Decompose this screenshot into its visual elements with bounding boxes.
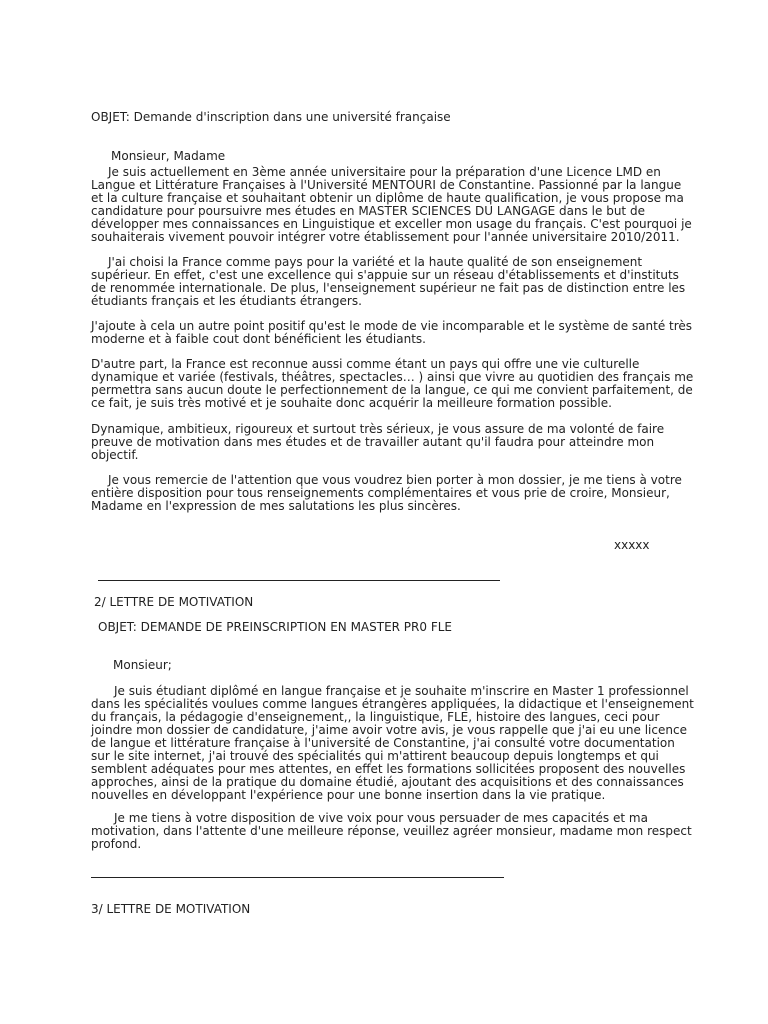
letter1-p1-line1: Je suis actuellement en 3ème année universitaire pour la préparation d'une Licence LMD en	[108, 165, 661, 179]
letter2-p2-line2: motivation, dans l'attente d'une meilleure réponse, veuillez agréer monsieur, madame mon respect	[91, 824, 692, 838]
letter1-p2-line1: J'ai choisi la France comme pays pour la variété et la haute qualité de son enseignement	[108, 255, 643, 269]
letter1-p4-line4: ce fait, je suis très motivé et je souhaite donc acquérir la meilleure formation possible.	[91, 396, 612, 410]
letter2-salutation: Monsieur;	[113, 658, 172, 672]
letter2-p1-line2: dans les spécialités voulues comme langues étrangères appliquées, la didactique et l'enseignement	[91, 697, 694, 711]
letter1-p5-line3: objectif.	[91, 448, 139, 462]
letter1-p3-line1: J'ajoute à cela un autre point positif qu'est le mode de vie incomparable et le système de santé très	[91, 319, 693, 333]
letter1-p5-line2: preuve de motivation dans mes études et de travailler autant qu'il faudra pour atteindre mon	[91, 435, 655, 449]
letter2-heading: 2/ LETTRE DE MOTIVATION	[94, 595, 254, 609]
letter1-p3-line2: moderne et à faible cout dont bénéficient les étudiants.	[91, 332, 426, 346]
letter1-p4-line1: D'autre part, la France est reconnue aussi comme étant un pays qui offre une vie culturelle	[91, 357, 640, 371]
letter1-p2-line4: étudiants français et les étudiants étrangers.	[91, 294, 362, 308]
letter2-p1-line8: approches, ainsi de la pratique du domaine étudié, ajoutant des acquisitions et des connaissances	[91, 775, 684, 789]
letter2-p1-line5: de langue et littérature française à l'université de Constantine, j'ai consulté votre documentation	[91, 736, 675, 750]
letter1-salutation: Monsieur, Madame	[111, 149, 226, 163]
letter1-p6-line1: Je vous remercie de l'attention que vous voudrez bien porter à mon dossier, je me tiens à votre	[108, 473, 682, 487]
letter1-p4-line3: permettra sans aucun doute le perfectionnement de la langue, ce qui me convient parfaitement, de	[91, 383, 693, 397]
letter1-p2-line3: de renommée internationale. De plus, l'enseignement supérieur ne fait pas de distinction entre les	[91, 281, 686, 295]
letter1-signature: xxxxx	[614, 538, 650, 552]
letter2-p1-line9: nouvelles en développant l'expérience pour une bonne insertion dans la vie pratique.	[91, 788, 606, 802]
letter1-p1-line5: développer mes connaissances en Linguistique et exceller mon usage du français. C'est pourquoi je	[91, 217, 692, 231]
letter2-subject: OBJET: DEMANDE DE PREINSCRIPTION EN MASTER PR0 FLE	[98, 620, 452, 634]
letter2-p1-line4: joindre mon dossier de candidature, j'aime avoir votre avis, je vous rappelle que j'ai eu une licence	[91, 723, 687, 737]
letter1-p1-line6: souhaiterais vivement pouvoir intégrer votre établissement pour l'année universitaire 2010/2011.	[91, 230, 680, 244]
letter1-p1-line4: candidature pour poursuivre mes études en MASTER SCIENCES DU LANGAGE dans le but de	[91, 204, 645, 218]
letter1-p1-line3: et la culture française et souhaitant obtenir un diplôme de haute qualification, je vous propose ma	[91, 191, 684, 205]
letter2-p1-line7: semblent adéquates pour mes attentes, en effet les formations sollicitées proposent des nouvelles	[91, 762, 686, 776]
letter2-p1-line1: Je suis étudiant diplômé en langue française et je souhaite m'inscrire en Master 1 professionnel	[114, 684, 689, 698]
letter1-p5-line1: Dynamique, ambitieux, rigoureux et surtout très sérieux, je vous assure de ma volonté de faire	[91, 422, 665, 436]
letter1-subject: OBJET: Demande d'inscription dans une université française	[91, 110, 451, 124]
letter1-p4-line2: dynamique et variée (festivals, théâtres, spectacles… ) ainsi que vivre au quotidien des français me	[91, 370, 694, 384]
letter1-p6-line3: Madame en l'expression de mes salutations les plus sincères.	[91, 499, 461, 513]
letter2-p2-line3: profond.	[91, 837, 142, 851]
letter1-p2-line2: supérieur. En effet, c'est une excellence qui s'appuie sur un réseau d'établissements et d'instituts	[91, 268, 679, 282]
letter1-p6-line2: entière disposition pour tous renseignements complémentaires et vous prie de croire, Monsieur,	[91, 486, 670, 500]
letter2-p1-line3: du français, la pédagogie d'enseignement,, la linguistique, FLE, histoire des langues, ceci pour	[91, 710, 660, 724]
section-divider	[98, 580, 500, 581]
letter1-p1-line2: Langue et Littérature Françaises à l'Université MENTOURI de Constantine. Passionné par la langue	[91, 178, 682, 192]
letter2-p2-line1: Je me tiens à votre disposition de vive voix pour vous persuader de mes capacités et ma	[114, 811, 648, 825]
section-divider	[91, 877, 504, 878]
letter3-heading: 3/ LETTRE DE MOTIVATION	[91, 902, 251, 916]
letter2-p1-line6: sur le site internet, j'ai trouvé des spécialités qui m'attirent beaucoup depuis longtemps et qui	[91, 749, 659, 763]
